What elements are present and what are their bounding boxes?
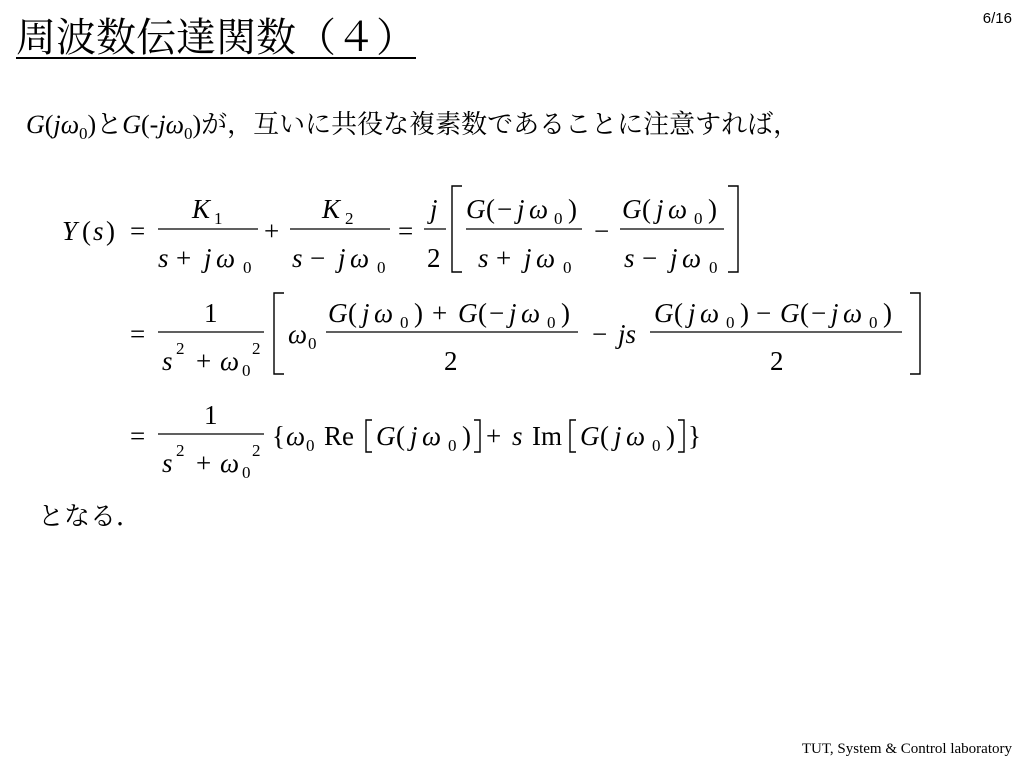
- eq-l3-omega0: ω: [286, 421, 306, 451]
- eq-re-rbracket: [474, 420, 480, 452]
- eq-den3-sub0: 0: [563, 258, 572, 277]
- eq-n1-G: G: [328, 298, 348, 328]
- eq-im-lbracket: [570, 420, 576, 452]
- intro-to: と: [96, 110, 123, 140]
- eq-l2-plus: +: [196, 346, 212, 376]
- eq-n2-lp2: (: [800, 298, 809, 328]
- eq-n2-omega2: ω: [843, 298, 863, 328]
- eq-re-omega: ω: [422, 421, 442, 451]
- eq-Im: Im: [532, 421, 562, 451]
- intro-j2: j: [158, 110, 166, 139]
- intro-rest: が，互いに共役な複素数であることに注意すれば，: [201, 110, 800, 140]
- eq-den2-omega: ω: [350, 243, 370, 273]
- eq-den2-s: s: [292, 243, 303, 273]
- eq-n2-minus2: −: [811, 298, 827, 328]
- eq-n1-minus: −: [489, 298, 505, 328]
- eq-right-bracket-1: [728, 186, 738, 272]
- eq-rbrace: }: [688, 421, 701, 451]
- eq-two-under: 2: [427, 243, 441, 273]
- eq-equals-4: =: [130, 421, 146, 451]
- eq-n1-lp: (: [348, 298, 357, 328]
- eq-n1-G2: G: [458, 298, 478, 328]
- eq-den2-sub0: 0: [377, 258, 386, 277]
- eq-js: js: [618, 319, 637, 349]
- eq-re-sub0: 0: [448, 436, 457, 455]
- eq-n1-rp2: ): [561, 298, 570, 328]
- eq-plus-2: +: [486, 421, 502, 451]
- footer-lab: TUT, System & Control laboratory: [801, 741, 1012, 757]
- eq-n2-rp2: ): [883, 298, 892, 328]
- eq-right-bracket-2: [910, 293, 920, 374]
- intro-paren: (: [44, 110, 54, 139]
- eq-G-a-minus: −: [497, 194, 513, 224]
- eq-n2-j: j: [688, 298, 696, 328]
- eq-im-sub0: 0: [652, 436, 661, 455]
- eq-re-G: G: [376, 421, 396, 451]
- eq-left-bracket-1: [452, 186, 462, 272]
- eq-K1-sub: 1: [214, 209, 223, 228]
- eq-l3-omega-sub: 0: [242, 463, 251, 482]
- eq-G-b-rp: ): [708, 194, 717, 224]
- page-number: 6/16: [982, 10, 1012, 27]
- eq-l2-s: s: [162, 346, 173, 376]
- eq-K2: K: [322, 194, 341, 224]
- eq-den3-s: s: [478, 243, 489, 273]
- eq-K2-sub: 2: [345, 209, 354, 228]
- eq-G-b-j: j: [656, 194, 664, 224]
- eq-l3-omega: ω: [220, 448, 240, 478]
- eq-n2-rp: ): [740, 298, 749, 328]
- eq-equals-1: =: [130, 216, 146, 246]
- intro-sub0-2: 0: [183, 124, 193, 143]
- eq-G-a-sub0: 0: [554, 209, 563, 228]
- eq-l2-omega-sq: 2: [252, 339, 261, 358]
- eq-G-a-omega: ω: [529, 194, 549, 224]
- eq-l2-s-sq: 2: [176, 339, 185, 358]
- eq-l2-omega-sub: 0: [242, 361, 251, 380]
- slide-title: 周波数伝達関数（４）: [16, 15, 416, 61]
- eq-n2-den2: 2: [770, 346, 784, 376]
- eq-den3-omega: ω: [536, 243, 556, 273]
- eq-im-j: j: [614, 421, 622, 451]
- eq-re-j: j: [410, 421, 418, 451]
- eq-n1-omega: ω: [374, 298, 394, 328]
- eq-re-lp: (: [396, 421, 405, 451]
- eq-n2-sub0b: 0: [869, 313, 878, 332]
- eq-n2-G2: G: [780, 298, 800, 328]
- eq-den4-sub0: 0: [709, 258, 718, 277]
- eq-plus-1: +: [264, 216, 280, 246]
- eq-n1-plus: +: [432, 298, 448, 328]
- eq-G-b-sub0: 0: [694, 209, 703, 228]
- eq-G-b-omega: ω: [668, 194, 688, 224]
- eq-K1: K: [192, 194, 211, 224]
- intro-neg-paren: (-: [141, 110, 159, 139]
- eq-l3-plus: +: [196, 448, 212, 478]
- eq-lbrace: {: [272, 421, 285, 451]
- intro-paren-close: ): [87, 110, 97, 139]
- eq-n1-j2: j: [509, 298, 517, 328]
- eq-G-b-lp: (: [642, 194, 651, 224]
- eq-n1-omega2: ω: [521, 298, 541, 328]
- eq-n2-sub0: 0: [726, 313, 735, 332]
- eq-one-2: 1: [204, 400, 218, 430]
- eq-n2-G: G: [654, 298, 674, 328]
- eq-G-a-j: j: [517, 194, 525, 224]
- eq-den2-minus: −: [310, 243, 326, 273]
- eq-den1-omega: ω: [216, 243, 236, 273]
- eq-den4-minus: −: [642, 243, 658, 273]
- eq-left-bracket-2: [274, 293, 284, 374]
- intro-G2: G: [122, 110, 142, 139]
- eq-re-rp: ): [462, 421, 471, 451]
- eq-j-over: j: [430, 194, 438, 224]
- eq-s: s: [93, 216, 104, 246]
- intro-j: j: [53, 110, 61, 139]
- eq-l3-omega-sq: 2: [252, 441, 261, 460]
- eq-n2-j2: j: [831, 298, 839, 328]
- eq-den1-plus: +: [176, 243, 192, 273]
- eq-n2-lp: (: [674, 298, 683, 328]
- intro-omega: ω: [60, 110, 80, 139]
- closing-text: となる．: [38, 502, 143, 532]
- eq-den4-j: j: [670, 243, 678, 273]
- eq-l3-s: s: [162, 448, 173, 478]
- eq-n1-lp2: (: [478, 298, 487, 328]
- eq-im-rp: ): [666, 421, 675, 451]
- eq-G-a-lp: (: [486, 194, 495, 224]
- eq-lparen: (: [82, 216, 91, 246]
- eq-n2-omega: ω: [700, 298, 720, 328]
- eq-n1-den2: 2: [444, 346, 458, 376]
- eq-den4-omega: ω: [682, 243, 702, 273]
- eq-im-rbracket: [678, 420, 684, 452]
- eq-n1-sub0: 0: [400, 313, 409, 332]
- intro-paren-close2: ): [192, 110, 202, 139]
- eq-im-omega: ω: [626, 421, 646, 451]
- eq-l2-omega: ω: [220, 346, 240, 376]
- eq-im-lp: (: [600, 421, 609, 451]
- eq-equals-2: =: [398, 216, 414, 246]
- eq-minus-1: −: [594, 216, 610, 246]
- eq-n1-j: j: [362, 298, 370, 328]
- eq-l2-omega0-sub: 0: [308, 334, 317, 353]
- eq-den1-j: j: [204, 243, 212, 273]
- eq-l3-omega0-sub: 0: [306, 436, 315, 455]
- eq-den3-plus: +: [496, 243, 512, 273]
- eq-G-b: G: [622, 194, 642, 224]
- eq-re-lbracket: [366, 420, 372, 452]
- eq-one-1: 1: [204, 298, 218, 328]
- eq-Y: Y: [62, 216, 78, 246]
- eq-G-a-rp: ): [568, 194, 577, 224]
- eq-im-G: G: [580, 421, 600, 451]
- eq-G-a: G: [466, 194, 486, 224]
- eq-n1-rp: ): [414, 298, 423, 328]
- intro-sub0: 0: [79, 124, 88, 143]
- eq-den3-j: j: [524, 243, 532, 273]
- eq-den4-s: s: [624, 243, 635, 273]
- eq-n2-minus: −: [756, 298, 772, 328]
- intro-G: G: [26, 110, 45, 139]
- intro-omega2: ω: [165, 110, 184, 139]
- eq-rparen: ): [106, 216, 115, 246]
- eq-den1-sub0: 0: [243, 258, 252, 277]
- eq-Re: Re: [324, 421, 354, 451]
- eq-equals-3: =: [130, 319, 146, 349]
- eq-den2-j: j: [338, 243, 346, 273]
- eq-l3-s-sq: 2: [176, 441, 185, 460]
- eq-minus-2: −: [592, 319, 608, 349]
- eq-n1-sub0b: 0: [547, 313, 556, 332]
- eq-l2-omega0: ω: [288, 319, 308, 349]
- eq-den1-s: s: [158, 243, 169, 273]
- eq-l3-s2: s: [512, 421, 523, 451]
